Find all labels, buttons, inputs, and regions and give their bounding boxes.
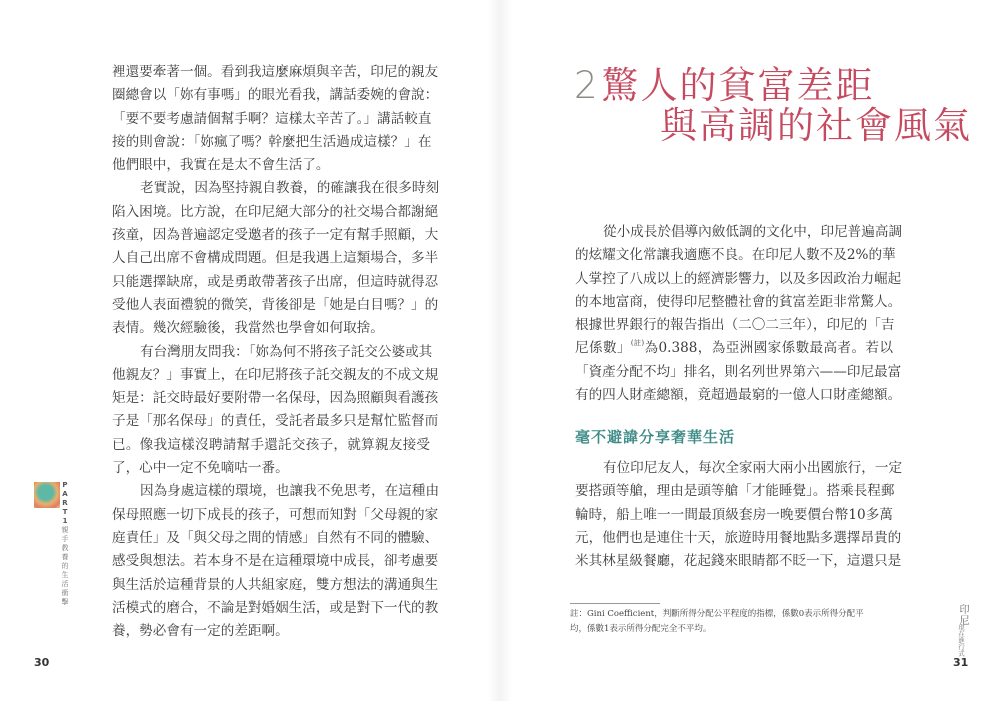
- text-line: 養，勢必會有一定的差距啊。: [112, 623, 289, 640]
- text-line: 有台灣朋友問我：「妳為何不將孩子託交公婆或其: [140, 343, 433, 360]
- text-line: 裡還要牽著一個。看到我這麼麻煩與辛苦，印尼的親友: [112, 64, 439, 80]
- text-line: 有的四人財產總額，竟超過最窮的一億人口財產總額。: [575, 387, 902, 404]
- text-line: 庭責任」及「與父母之間的情感」自然有不同的體驗、: [112, 529, 439, 546]
- text-line: 人掌控了八成以上的經濟影響力，以及多因政治力崛起: [575, 270, 902, 287]
- text-line: 米其林星級餐廳，花起錢來眼睛都不眨一下，這還只是: [575, 553, 902, 570]
- footnote-line: 註：Gini Coefficient，判斷所得分配公平程度的指標，係數0表示所得分配平: [570, 609, 864, 619]
- text-line: 感受與想法。若本身不是在這種環境中成長，卻考慮要: [112, 553, 439, 570]
- text-line: 要搭頭等艙，理由是頭等艙「才能睡覺」。搭乘長程郵: [575, 483, 895, 500]
- text-line: 陷入困境。比方說，在印尼絕大部分的社交場合都謝絕: [112, 203, 439, 220]
- part-label: PART1: [61, 481, 69, 526]
- text-line: 有位印尼友人，每次全家兩大兩小出國旅行，一定: [603, 460, 903, 476]
- text-line: 因為身處這樣的環境，也讓我不免思考，在這種由: [140, 483, 440, 500]
- text-line: 活模式的磨合，不論是對婚姻生活，或是對下一代的教: [112, 599, 439, 616]
- text-line: [575, 337, 893, 360]
- page-number-left: 30: [34, 656, 50, 669]
- footnote-marker[interactable]: (註): [630, 339, 645, 348]
- text-line: 只能選擇缺席，或是勇敢帶著孩子出席，但這時就得忍: [112, 273, 439, 290]
- text-line: 與生活於這種背景的人共組家庭，雙方想法的溝通與生: [112, 576, 439, 593]
- text-line: 子是「那名保母」的責任，受託者最多只是幫忙監督而: [112, 413, 439, 430]
- text-line: 表情。幾次經驗後，我當然也學會如何取捨。: [112, 320, 384, 337]
- chapter-number: 2: [574, 64, 600, 107]
- chapter-title-text1: 驚人的貧富差距: [601, 64, 875, 107]
- text-line: 的炫耀文化常讓我適應不良。在印尼人數不及2%的華: [575, 247, 896, 264]
- running-book-subtitle: 現在進行式: [957, 624, 965, 657]
- text-line: 元，他們也是連住十天，旅遊時用餐地點多選擇昂貴的: [575, 529, 902, 546]
- text-line: 輪時，船上唯一一間最頂級套房一晚要價台幣10多萬: [575, 506, 893, 523]
- part-illustration-icon: [34, 482, 60, 508]
- text-span: 尼係數」: [575, 340, 631, 357]
- footnote-divider: [570, 603, 660, 604]
- running-book-title: 印尼: [957, 604, 968, 626]
- text-line: 保母照應一切下成長的孩子，可想而知對「父母親的家: [112, 506, 439, 523]
- footnote: [570, 607, 900, 637]
- text-line: 受他人表面禮貌的微笑，背後卻是「她是白目嗎？」的: [112, 296, 439, 313]
- text-line: 圈總會以「妳有事嗎」的眼光看我，講話委婉的會說：: [112, 87, 439, 104]
- text-line: 老實說，因為堅持親自教養，的確讓我在很多時刻: [140, 180, 440, 197]
- text-line: 人自己出席不會構成問題。但是我遇上這類場合，多半: [112, 250, 439, 267]
- text-line: 孩童，因為普遍認定受邀者的孩子一定有幫手照顧，大: [112, 227, 439, 244]
- text-line: 的本地富商，使得印尼整體社會的貧富差距非常驚人。: [575, 293, 902, 310]
- page-number-right: 31: [953, 656, 969, 669]
- right-paragraph-1: [575, 221, 903, 407]
- text-line: 已。像我這樣沒聘請幫手還託交孩子，就算親友接受: [112, 436, 430, 453]
- book-gutter: [488, 0, 512, 701]
- part-subtitle: 親手教養的生活衝擊: [61, 526, 69, 607]
- text-line: 他們眼中，我實在是太不會生活了。: [112, 157, 330, 174]
- text-line: 他親友？」事實上，在印尼將孩子託交親友的不成文規: [112, 366, 439, 383]
- left-page-body: [112, 61, 440, 643]
- text-line: 「資產分配不均」排名，則名列世界第六——印尼最富: [575, 363, 902, 380]
- text-line: 接的則會說：「妳瘋了嗎？幹麼把生活過成這樣？」在: [112, 133, 432, 150]
- right-paragraph-2: [575, 457, 903, 573]
- footnote-line: 均，係數1表示所得分配完全不平均。: [570, 624, 712, 634]
- section-heading: 毫不避諱分享奢華生活: [575, 428, 736, 446]
- text-line: 了，心中一定不免嘀咕一番。: [112, 460, 289, 477]
- chapter-title-line1: [574, 66, 875, 106]
- text-line: 矩是：託交時最好要附帶一名保母，因為照顧與看護孩: [112, 390, 439, 407]
- chapter-title-line2: 與高調的社會風氣: [660, 104, 972, 147]
- text-span: 為0.388，為亞洲國家係數最高者。若以: [644, 340, 894, 357]
- text-line: 根據世界銀行的報告指出（二〇二三年），印尼的「吉: [575, 317, 895, 334]
- text-line: 從小成長於倡導內斂低調的文化中，印尼普遍高調: [603, 224, 903, 240]
- text-line: 「要不要考慮請個幫手啊？這樣太辛苦了。」講話較直: [112, 110, 432, 127]
